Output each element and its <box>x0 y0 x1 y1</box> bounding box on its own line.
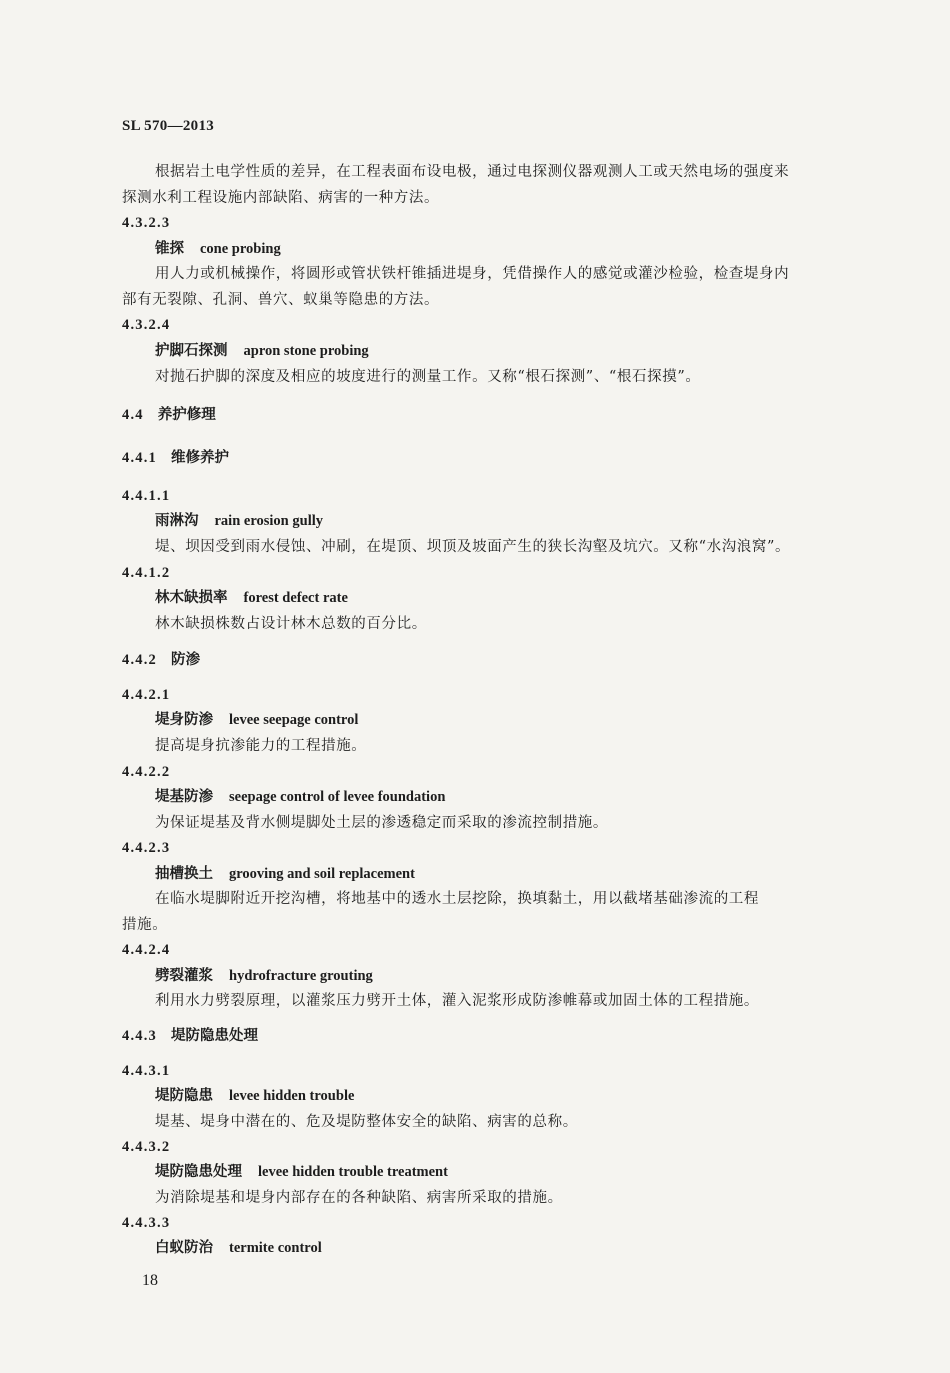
section-title: 维修养护 <box>171 449 229 466</box>
term-entry <box>155 341 369 361</box>
section-title: 防渗 <box>171 651 200 668</box>
definition-text: 利用水力劈裂原理，以灌浆压力劈开土体，灌入泥浆形成防渗帷幕或加固土体的工程措施。 <box>155 993 759 1009</box>
term-chinese: 堤基防渗 <box>155 788 213 805</box>
entry-number: 4.4.2.3 <box>122 840 171 856</box>
section-number: 4.4.1 <box>122 450 157 466</box>
entry-number: 4.4.2.4 <box>122 942 171 958</box>
term-entry <box>155 864 415 884</box>
term-entry <box>155 239 281 259</box>
definition-text: 对抛石护脚的深度及相应的坡度进行的测量工作。又称“根石探测”、“根石探摸”。 <box>155 369 701 385</box>
term-chinese: 堤防隐患 <box>155 1087 213 1104</box>
entry-number: 4.4.3.3 <box>122 1215 171 1231</box>
definition-text: 为消除堤基和堤身内部存在的各种缺陷、病害所采取的措施。 <box>155 1190 563 1206</box>
section-heading <box>122 405 216 425</box>
term-english: levee seepage control <box>229 712 359 728</box>
definition-text-continued: 探测水利工程设施内部缺陷、病害的一种方法。 <box>122 190 440 206</box>
section-number: 4.4.2 <box>122 652 157 668</box>
term-chinese: 雨淋沟 <box>155 512 199 529</box>
definition-text-continued: 部有无裂隙、孔洞、兽穴、蚁巢等隐患的方法。 <box>122 292 440 308</box>
term-chinese: 堤身防渗 <box>155 711 213 728</box>
term-entry <box>155 588 348 608</box>
term-chinese: 劈裂灌浆 <box>155 967 213 984</box>
term-english: grooving and soil replacement <box>229 866 415 882</box>
entry-number: 4.4.3.1 <box>122 1063 171 1079</box>
section-title: 养护修理 <box>157 406 216 423</box>
term-chinese: 林木缺损率 <box>155 589 228 606</box>
term-english: cone probing <box>200 241 281 257</box>
section-number: 4.4 <box>122 407 144 423</box>
term-entry <box>155 1162 448 1182</box>
term-english: levee hidden trouble treatment <box>258 1164 448 1180</box>
standard-code-header: SL 570—2013 <box>122 118 215 134</box>
term-entry <box>155 966 373 986</box>
entry-number: 4.3.2.3 <box>122 215 171 231</box>
entry-number: 4.4.3.2 <box>122 1139 171 1155</box>
term-english: rain erosion gully <box>214 513 323 529</box>
term-english: levee hidden trouble <box>229 1088 355 1104</box>
term-chinese: 白蚁防治 <box>155 1239 213 1256</box>
term-chinese: 抽槽换土 <box>155 865 213 882</box>
term-chinese: 锥探 <box>155 240 184 257</box>
definition-text: 为保证堤基及背水侧堤脚处土层的渗透稳定而采取的渗流控制措施。 <box>155 815 608 831</box>
definition-text: 根据岩土电学性质的差异，在工程表面布设电极，通过电探测仪器观测人工或天然电场的强度来 <box>155 164 790 180</box>
definition-text: 林木缺损株数占设计林木总数的百分比。 <box>155 616 427 632</box>
definition-text: 在临水堤脚附近开挖沟槽，将地基中的透水土层挖除，换填黏土，用以截堵基础渗流的工程 <box>155 891 759 907</box>
section-heading <box>122 650 200 670</box>
term-english: forest defect rate <box>243 590 348 606</box>
entry-number: 4.4.2.2 <box>122 764 171 780</box>
term-english: seepage control of levee foundation <box>229 789 446 805</box>
term-entry <box>155 1086 354 1106</box>
definition-text: 堤、坝因受到雨水侵蚀、冲刷，在堤顶、坝顶及坡面产生的狭长沟壑及坑穴。又称“水沟浪窝”。 <box>155 539 791 555</box>
term-chinese: 护脚石探测 <box>155 342 228 359</box>
definition-text: 堤基、堤身中潜在的、危及堤防整体安全的缺陷、病害的总称。 <box>155 1114 578 1130</box>
section-title: 堤防隐患处理 <box>171 1027 258 1044</box>
entry-number: 4.4.1.2 <box>122 565 171 581</box>
definition-text: 提高堤身抗渗能力的工程措施。 <box>155 738 367 754</box>
definition-text-continued: 措施。 <box>122 917 168 933</box>
term-entry <box>155 787 445 807</box>
term-english: apron stone probing <box>243 343 369 359</box>
definition-text: 用人力或机械操作，将圆形或管状铁杆锥插进堤身，凭借操作人的感觉或灌沙检验，检查堤身内 <box>155 266 790 282</box>
page-number: 18 <box>142 1272 158 1289</box>
entry-number: 4.4.1.1 <box>122 488 171 504</box>
term-entry <box>155 511 323 531</box>
term-english: hydrofracture grouting <box>229 968 373 984</box>
entry-number: 4.4.2.1 <box>122 687 171 703</box>
term-english: termite control <box>229 1240 322 1256</box>
entry-number: 4.3.2.4 <box>122 317 171 333</box>
term-chinese: 堤防隐患处理 <box>155 1163 242 1180</box>
section-number: 4.4.3 <box>122 1028 157 1044</box>
section-heading <box>122 448 229 468</box>
term-entry <box>155 710 358 730</box>
term-entry <box>155 1238 322 1258</box>
section-heading <box>122 1026 258 1046</box>
